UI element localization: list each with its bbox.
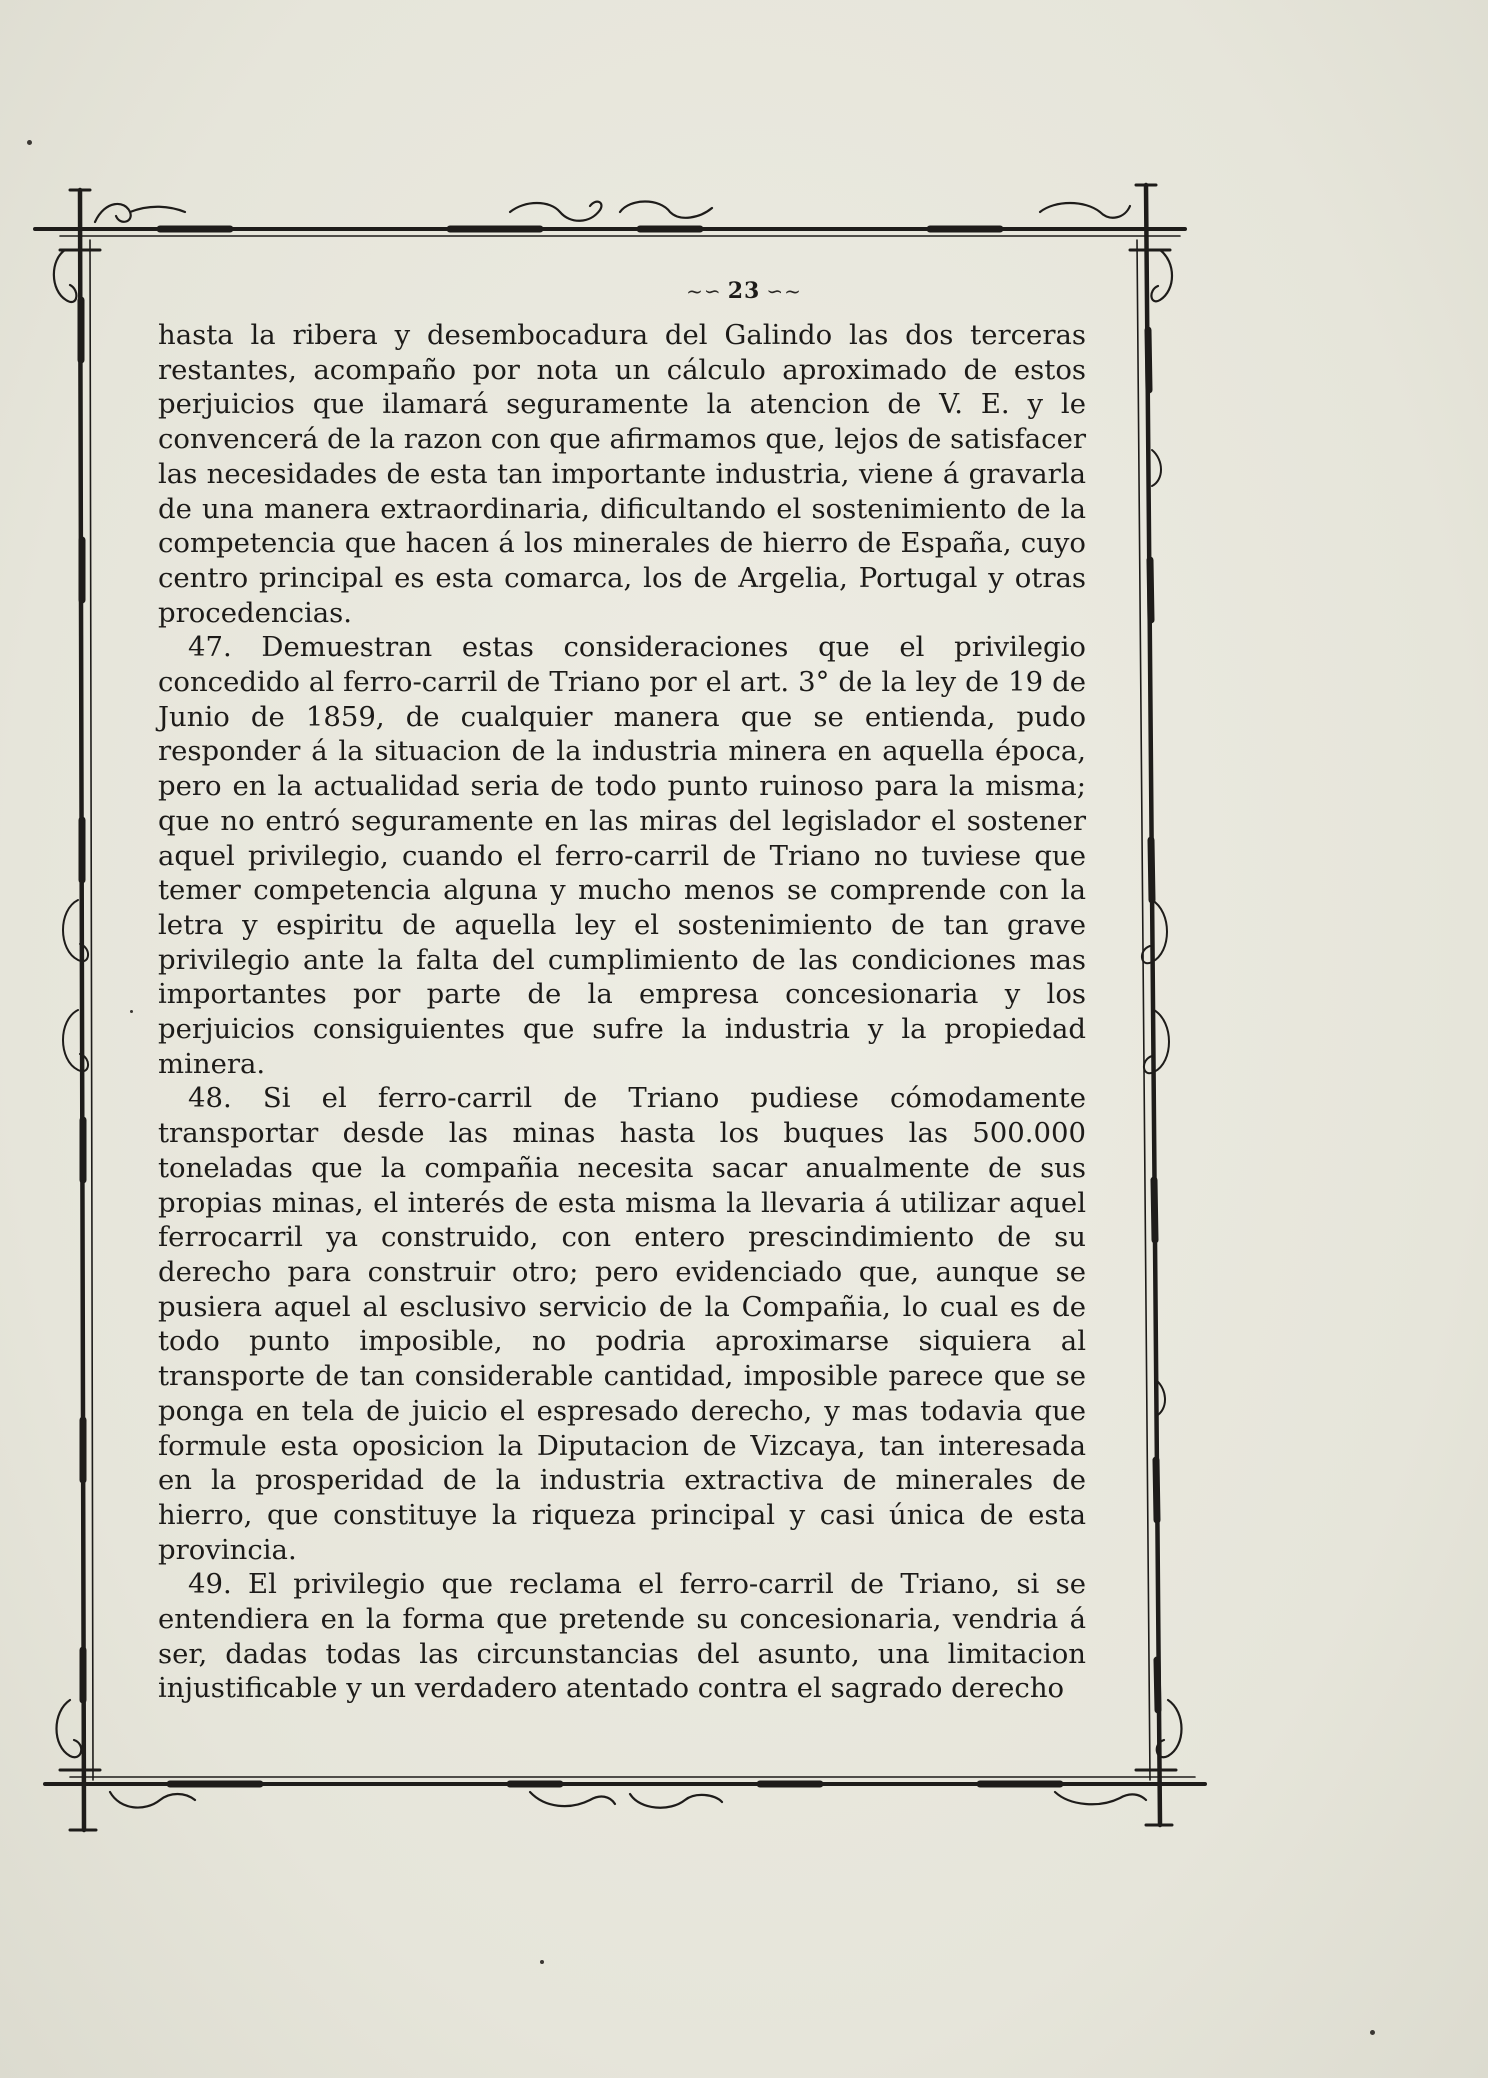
- paragraph-continued: hasta la ribera y desembocadura del Galindo las dos terceras restantes, acompaño por nota un cálculo aproximado de estos perjuicios que ilamará seguramente la atencion de V. E. y le convencerá de la razon con que afirmamos que, lejos de satisfacer las necesidades de esta tan importante industria, viene á gravarla de una manera extraordinaria, dificultando el sostenimiento de la competencia que hacen á los minerales de hierro de España, cuyo centro principal es esta comarca, los de Argelia, Portugal y otras procedencias.: [158, 319, 1086, 629]
- page-number: [0, 278, 1488, 304]
- scroll-flourish-icon: ∽~: [766, 279, 802, 303]
- body-text: [158, 318, 1086, 1706]
- paragraph-48: 48. Si el ferro-carril de Triano pudiese cómodamente transportar desde las minas hasta los buques las 500.000 toneladas que la compañia necesita sacar anualmente de sus propias minas, el interés de esta misma la llevaria á utilizar aquel ferrocarril ya construido, con entero prescindimiento de su derecho para construir otro; pero evidenciado que, aunque se pusiera aquel al esclusivo servicio de la Compañia, lo cual es de todo punto imposible, no podria aproximarse siquiera al transporte de tan considerable cantidad, imposible parece que se ponga en tela de juicio el espresado derecho, y mas todavia que formule esta oposicion la Diputacion de Vizcaya, tan interesada en la prosperidad de la industria extractiva de minerales de hierro, que constituye la riqueza principal y casi única de esta provincia.: [158, 1082, 1086, 1566]
- page-number-value: 23: [727, 278, 761, 304]
- paragraph-49: 49. El privilegio que reclama el ferro-carril de Triano, si se entendiera en la forma que pretende su concesionaria, vendria á ser, dadas todas las circunstancias del asunto, una limitacion injustificable y un verdadero atentado contra el sagrado derecho: [158, 1568, 1086, 1705]
- paragraph-47: 47. Demuestran estas consideraciones que el privilegio concedido al ferro-carril de Triano por el art. 3° de la ley de 19 de Junio de 1859, de cualquier manera que se entienda, pudo responder á la situacion de la industria minera en aquella época, pero en la actualidad seria de todo punto ruinoso para la misma; que no entró seguramente en las miras del legislador el sostener aquel privilegio, cuando el ferro-carril de Triano no tuviese que temer competencia alguna y mucho menos se comprende con la letra y espiritu de aquella ley el sostenimiento de tan grave privilegio ante la falta del cumplimiento de las condiciones mas importantes por parte de la empresa concesionaria y los perjuicios consiguientes que sufre la industria y la propiedad minera.: [158, 631, 1086, 1080]
- scroll-flourish-icon: ~∽: [686, 279, 722, 303]
